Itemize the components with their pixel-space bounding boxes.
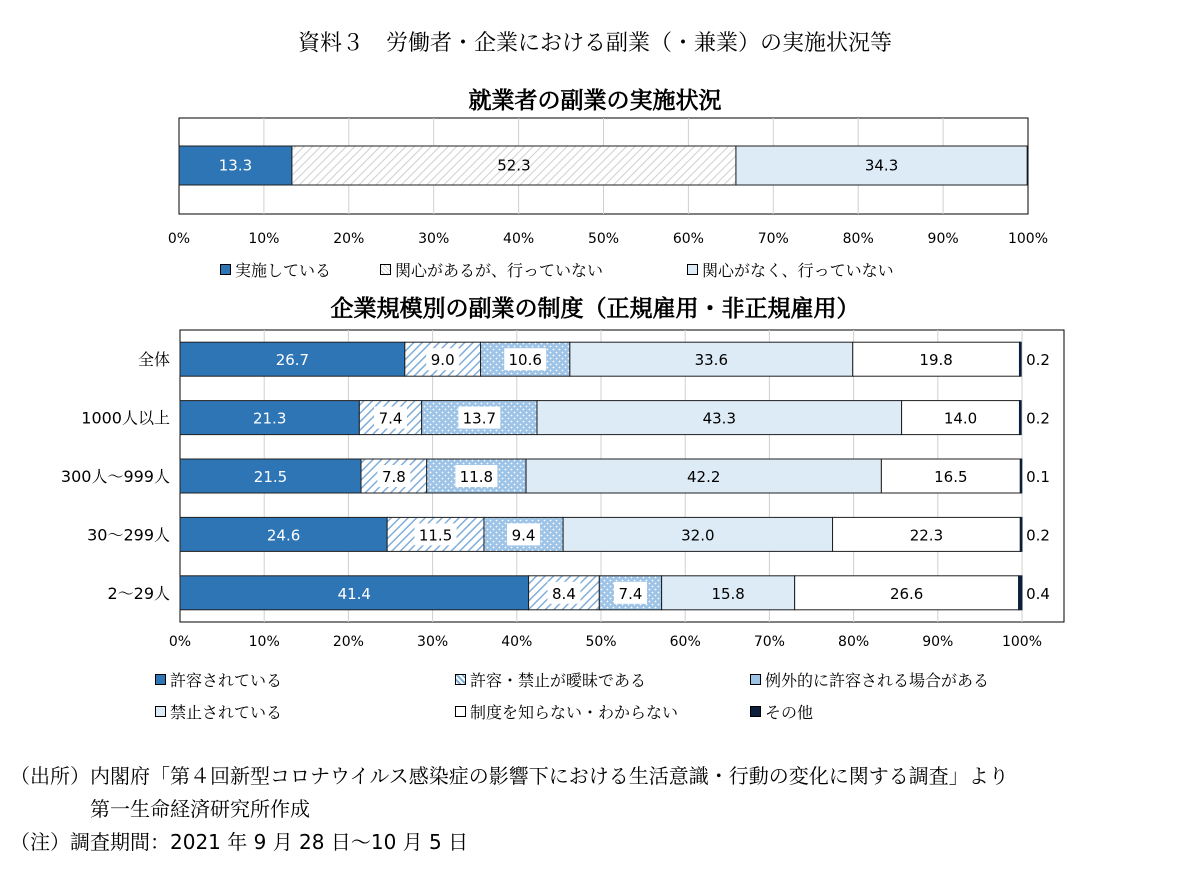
x-tick-label: 20% bbox=[332, 634, 364, 650]
legend-swatch bbox=[455, 674, 466, 685]
x-tick-label: 50% bbox=[585, 634, 617, 650]
x-tick-label: 100% bbox=[1007, 231, 1049, 247]
data-label: 0.4 bbox=[1026, 584, 1050, 603]
page-title: 資料３ 労働者・企業における副業（・兼業）の実施状況等 bbox=[297, 31, 892, 56]
bar-segment bbox=[1020, 459, 1022, 493]
x-tick-label: 80% bbox=[842, 231, 874, 247]
data-label: 13.3 bbox=[218, 156, 253, 175]
bar-segment bbox=[1020, 517, 1022, 551]
legend-label: 制度を知らない・わからない bbox=[470, 703, 679, 722]
x-tick-label: 0% bbox=[168, 634, 192, 650]
legend-item bbox=[155, 668, 282, 691]
x-tick-label: 10% bbox=[248, 231, 280, 247]
data-label: 33.6 bbox=[694, 351, 729, 370]
category-label: 2～29人 bbox=[107, 583, 170, 603]
chart2-title: 企業規模別の副業の制度（正規雇用・非正規雇用） bbox=[330, 296, 860, 322]
source-note: （出所）内閣府「第４回新型コロナウイルス感染症の影響下における生活意識・行動の変化に関する調査」より bbox=[10, 764, 1009, 788]
legend-item bbox=[455, 700, 678, 723]
x-tick-label: 50% bbox=[587, 231, 620, 247]
data-label: 9.4 bbox=[511, 526, 536, 545]
data-label: 0.2 bbox=[1026, 409, 1050, 428]
x-tick-label: 40% bbox=[501, 634, 533, 650]
legend-label: 関心があるが、行っていない bbox=[395, 261, 604, 280]
data-label: 10.6 bbox=[508, 351, 542, 370]
x-tick-label: 60% bbox=[669, 634, 701, 650]
bar-segment bbox=[1019, 342, 1021, 376]
data-label: 42.2 bbox=[687, 468, 721, 486]
legend-swatch bbox=[687, 264, 698, 275]
data-label: 0.2 bbox=[1026, 351, 1050, 370]
legend-item bbox=[687, 258, 894, 281]
data-label: 21.3 bbox=[252, 409, 287, 428]
legend-label: 関心がなく、行っていない bbox=[702, 261, 894, 280]
data-label: 13.7 bbox=[462, 409, 497, 428]
data-label: 26.7 bbox=[275, 351, 310, 370]
data-label: 7.4 bbox=[378, 409, 403, 428]
data-label: 9.0 bbox=[430, 351, 455, 370]
data-label: 19.8 bbox=[919, 351, 953, 370]
data-label: 8.4 bbox=[552, 584, 576, 603]
legend-label: 実施している bbox=[235, 261, 332, 280]
category-label: 300人～999人 bbox=[60, 467, 170, 486]
x-tick-label: 90% bbox=[922, 634, 954, 650]
legend-item bbox=[155, 700, 282, 723]
legend-item bbox=[220, 258, 331, 281]
data-label: 34.3 bbox=[864, 156, 899, 175]
legend-swatch bbox=[455, 706, 466, 717]
x-tick-label: 0% bbox=[167, 231, 191, 247]
period-note: （注）調査期間：2021 年 9 月 28 日～10 月 5 日 bbox=[10, 830, 469, 854]
data-label: 21.5 bbox=[253, 468, 288, 486]
legend-item bbox=[455, 668, 646, 691]
legend-swatch bbox=[380, 264, 391, 275]
x-tick-label: 30% bbox=[418, 231, 450, 247]
x-tick-label: 20% bbox=[333, 231, 365, 247]
x-tick-label: 70% bbox=[753, 634, 785, 650]
x-tick-label: 90% bbox=[927, 231, 959, 247]
legend-swatch bbox=[155, 674, 166, 685]
data-label: 22.3 bbox=[909, 526, 944, 545]
chart2-plot bbox=[61, 330, 1064, 650]
legend-swatch bbox=[155, 706, 166, 717]
source-note-2: 第一生命経済研究所作成 bbox=[90, 797, 310, 821]
notes bbox=[10, 760, 1009, 859]
legend-swatch bbox=[750, 674, 761, 685]
data-label: 16.5 bbox=[934, 468, 968, 486]
category-label: 1000人以上 bbox=[81, 408, 170, 428]
x-tick-label: 30% bbox=[417, 634, 449, 650]
chart1-plot bbox=[168, 118, 1048, 247]
legend-label: 許容・禁止が曖昧である bbox=[470, 671, 647, 690]
data-label: 24.6 bbox=[266, 526, 301, 545]
data-label: 7.4 bbox=[618, 584, 643, 603]
legend-label: 禁止されている bbox=[170, 703, 283, 722]
legend-item bbox=[380, 258, 603, 281]
x-tick-label: 10% bbox=[248, 634, 280, 650]
x-tick-label: 80% bbox=[838, 634, 870, 650]
legend-item bbox=[750, 700, 813, 723]
category-label: 30～299人 bbox=[87, 525, 170, 545]
legend-item bbox=[750, 668, 989, 691]
x-tick-label: 40% bbox=[503, 231, 535, 247]
data-label: 32.0 bbox=[681, 526, 715, 545]
data-label: 14.0 bbox=[943, 409, 978, 428]
data-label: 15.8 bbox=[711, 584, 745, 603]
bar-segment bbox=[1019, 401, 1021, 435]
legend-swatch bbox=[750, 706, 761, 717]
legend-label: 例外的に許容される場合がある bbox=[765, 671, 990, 690]
data-label: 11.8 bbox=[459, 468, 494, 486]
legend-label: その他 bbox=[765, 703, 814, 722]
data-label: 0.1 bbox=[1026, 468, 1050, 486]
data-label: 26.6 bbox=[889, 584, 924, 603]
data-label: 52.3 bbox=[497, 156, 531, 175]
legend-label: 許容されている bbox=[170, 671, 283, 690]
x-tick-label: 100% bbox=[1001, 634, 1043, 650]
data-label: 11.5 bbox=[418, 526, 453, 545]
legend-swatch bbox=[220, 264, 231, 275]
x-tick-label: 70% bbox=[757, 231, 789, 247]
category-label: 全体 bbox=[137, 350, 170, 370]
x-tick-label: 60% bbox=[672, 231, 704, 247]
data-label: 0.2 bbox=[1026, 526, 1050, 545]
data-label: 41.4 bbox=[337, 584, 371, 603]
chart1-title: 就業者の副業の実施状況 bbox=[468, 88, 722, 114]
data-label: 43.3 bbox=[702, 409, 737, 428]
data-label: 7.8 bbox=[381, 468, 406, 486]
bar-segment bbox=[1019, 576, 1022, 610]
